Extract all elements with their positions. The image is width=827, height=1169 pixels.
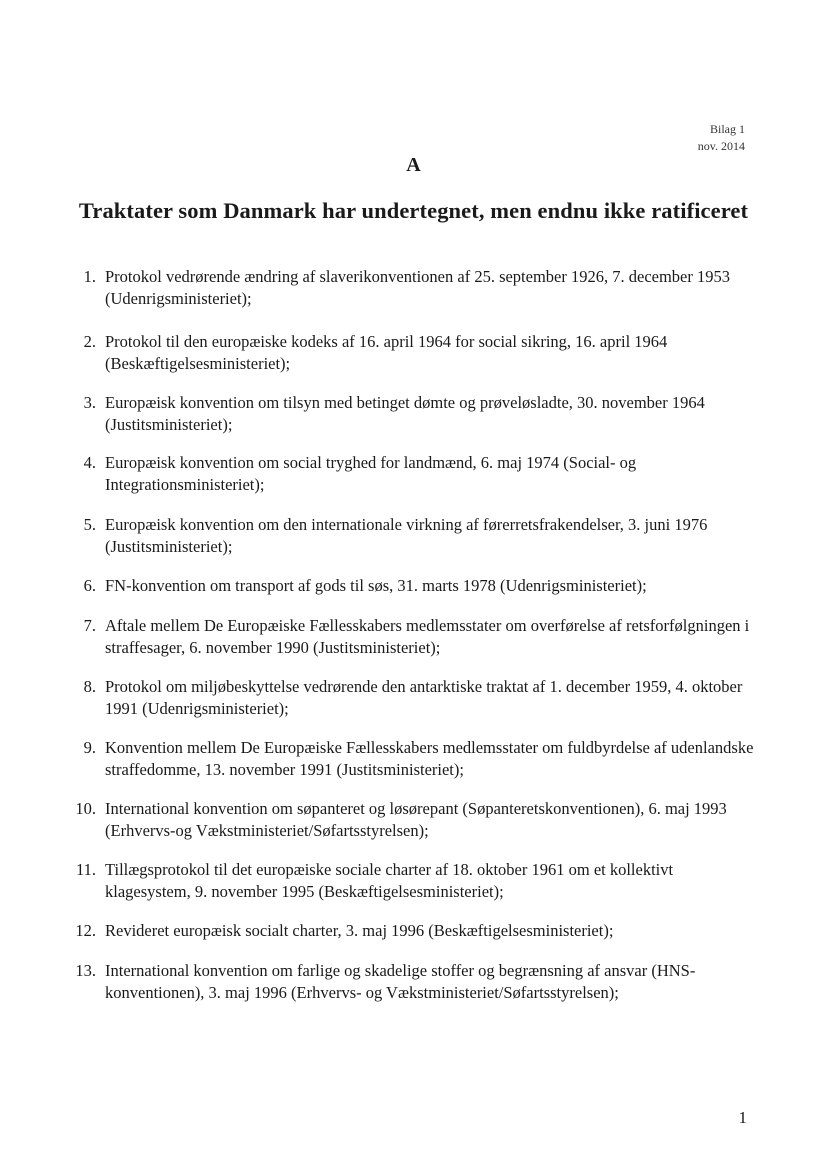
document-title: Traktater som Danmark har undertegnet, men endnu ikke ratificeret [78,198,749,223]
section-letter: A [406,154,421,176]
item-number: 6. [83,576,96,595]
annex-date: nov. 2014 [697,139,745,153]
item-number: 7. [83,616,96,635]
item-text: Protokol vedrørende ændring af slaverikonventionen af 25. september 1926, 7. december 1953 (Udenrigsministeriet); [105,267,730,308]
item-text: International konvention om søpanteret og løsørepant (Søpanteretskonventionen), 6. maj 1993 (Erhvervs-og Vækstministeriet/Søfartsstyrelsen); [105,799,727,840]
annex-label: Bilag 1 [710,122,745,136]
item-number: 9. [83,738,96,757]
item-text: Aftale mellem De Europæiske Fællesskabers medlemsstater om overførelse af retsforfølgningen i straffesager, 6. november 1990 (Justitsministeriet); [105,616,750,657]
item-number: 5. [83,515,96,534]
item-number: 12. [75,921,96,940]
item-number: 8. [83,677,96,696]
item-text: Revideret europæisk socialt charter, 3. maj 1996 (Beskæftigelsesministeriet); [105,921,614,940]
item-number: 13. [75,961,96,980]
item-text: Europæisk konvention om social tryghed for landmænd, 6. maj 1974 (Social- og Integrationsministeriet); [105,453,637,494]
item-text: Europæisk konvention om tilsyn med betinget dømte og prøveløsladte, 30. november 1964 (Justitsministeriet); [105,393,705,434]
item-number: 4. [83,453,96,472]
item-number: 3. [83,393,96,412]
item-text: Protokol til den europæiske kodeks af 16. april 1964 for social sikring, 16. april 1964 (Beskæftigelsesministeriet); [105,332,668,373]
item-text: Tillægsprotokol til det europæiske sociale charter af 18. oktober 1961 om et kollektivt klagesystem, 9. november 1995 (Beskæftigelsesministeriet); [105,860,674,901]
item-text: Konvention mellem De Europæiske Fællesskabers medlemsstater om fuldbyrdelse af udenlandske straffedomme, 13. november 1991 (Justitsministeriet); [105,738,754,779]
item-text: Protokol om miljøbeskyttelse vedrørende den antarktiske traktat af 1. december 1959, 4. oktober 1991 (Udenrigsministeriet); [105,677,743,718]
item-number: 10. [75,799,96,818]
page-number: 1 [738,1108,747,1127]
item-number: 2. [83,332,96,351]
annex-reference [698,121,745,155]
item-text: Europæisk konvention om den internationale virkning af førerretsfrakendelser, 3. juni 1976 (Justitsministeriet); [105,515,708,556]
item-number: 1. [83,267,96,286]
item-number: 11. [75,860,96,879]
item-text: International konvention om farlige og skadelige stoffer og begrænsning af ansvar (HNS-konventionen), 3. maj 1996 (Erhvervs- og Vækstministeriet/Søfartsstyrelsen); [105,961,696,1002]
item-text: FN-konvention om transport af gods til søs, 31. marts 1978 (Udenrigsministeriet); [105,576,647,595]
